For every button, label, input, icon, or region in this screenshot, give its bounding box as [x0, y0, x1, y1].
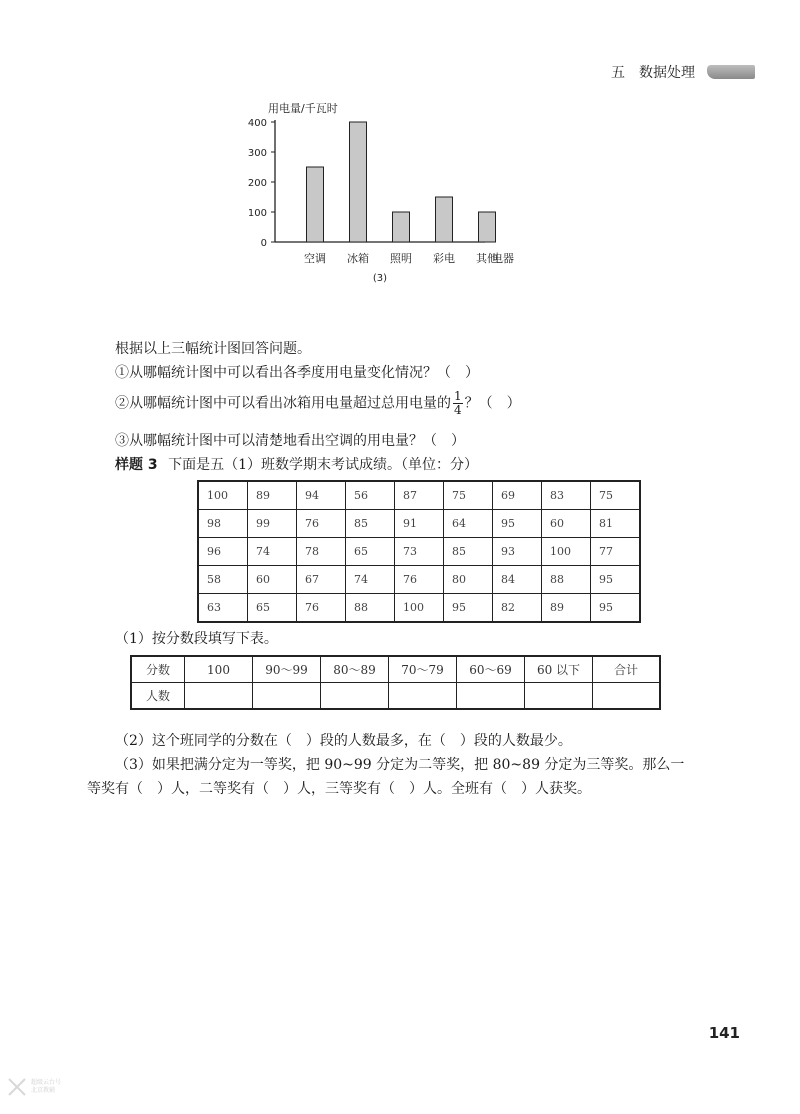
example-heading — [115, 454, 478, 474]
score-cell: 76 — [297, 594, 346, 623]
score-cell: 80 — [444, 566, 493, 594]
score-cell: 89 — [542, 594, 591, 623]
score-cell: 77 — [591, 538, 641, 566]
count-blank-cell[interactable] — [253, 683, 321, 710]
score-cell: 60 — [542, 510, 591, 538]
score-range-table — [130, 655, 661, 710]
score-cell: 64 — [444, 510, 493, 538]
part-2: （2）这个班同学的分数在（ ）段的人数最多，在（ ）段的人数最少。 — [115, 733, 572, 749]
table-row — [198, 481, 640, 510]
score-cell: 78 — [297, 538, 346, 566]
part-1: （1）按分数段填写下表。 — [115, 631, 278, 647]
count-blank-cell[interactable] — [185, 683, 253, 710]
range-header-cell: 70～79 — [389, 656, 457, 683]
score-cell: 83 — [542, 481, 591, 510]
score-cell: 100 — [198, 481, 248, 510]
score-cell: 76 — [395, 566, 444, 594]
question-2-end: ？（ ） — [464, 395, 521, 412]
score-cell: 96 — [198, 538, 248, 566]
fraction — [453, 390, 463, 417]
score-cell: 65 — [248, 594, 297, 623]
watermark-line-2: 北京教辅 — [31, 1087, 56, 1094]
score-cell: 100 — [395, 594, 444, 623]
range-header-label: 分数 — [131, 656, 185, 683]
score-cell: 73 — [395, 538, 444, 566]
table-row — [198, 594, 640, 623]
score-cell: 74 — [248, 538, 297, 566]
count-blank-cell[interactable] — [457, 683, 525, 710]
score-cell: 88 — [346, 594, 395, 623]
score-cell: 58 — [198, 566, 248, 594]
count-blank-cell[interactable] — [525, 683, 593, 710]
bar-1 — [307, 167, 324, 242]
question-2-text: ②从哪幅统计图中可以看出冰箱用电量超过总用电量的 — [115, 395, 451, 412]
question-2 — [115, 390, 521, 417]
example-text: 下面是五（1）班数学期末考试成绩。（单位：分） — [168, 457, 478, 473]
table-row — [198, 538, 640, 566]
y-tick-label: 300 — [247, 148, 267, 159]
score-cell: 89 — [248, 481, 297, 510]
score-cell: 88 — [542, 566, 591, 594]
score-cell: 76 — [297, 510, 346, 538]
score-cell: 100 — [542, 538, 591, 566]
category-label: 空调 — [304, 252, 326, 265]
range-header-cell: 100 — [185, 656, 253, 683]
scores-table — [197, 480, 641, 623]
chart-caption: (3) — [372, 273, 388, 284]
score-cell: 95 — [493, 510, 542, 538]
score-cell: 74 — [346, 566, 395, 594]
score-cell: 87 — [395, 481, 444, 510]
y-tick-label: 0 — [260, 238, 267, 249]
range-header-cell: 80～89 — [321, 656, 389, 683]
part-3-line-2: 等奖有（ ）人，二等奖有（ ）人，三等奖有（ ）人。全班有（ ）人获奖。 — [87, 781, 591, 797]
watermark-line-1: 超级云台号 — [31, 1079, 62, 1086]
category-label: 冰箱 — [347, 252, 369, 265]
category-label: 照明 — [390, 252, 412, 265]
y-tick-label: 400 — [247, 118, 267, 129]
table-row — [198, 566, 640, 594]
intro-text: 根据以上三幅统计图回答问题。 — [115, 341, 311, 357]
score-cell: 98 — [198, 510, 248, 538]
score-cell: 75 — [444, 481, 493, 510]
range-header-cell: 合计 — [593, 656, 661, 683]
score-cell: 75 — [591, 481, 641, 510]
score-cell: 84 — [493, 566, 542, 594]
y-axis-label: 用电量/千瓦时 — [268, 102, 338, 115]
bar-chart — [240, 100, 550, 290]
score-cell: 99 — [248, 510, 297, 538]
chapter-number: 五 — [611, 65, 625, 81]
y-tick-label: 100 — [247, 208, 267, 219]
score-cell: 65 — [346, 538, 395, 566]
count-blank-cell[interactable] — [593, 683, 661, 710]
fraction-denominator: 4 — [454, 403, 462, 417]
category-label: 其他 — [476, 252, 498, 265]
page-number: 141 — [708, 1024, 740, 1042]
count-blank-cell[interactable] — [389, 683, 457, 710]
score-cell: 91 — [395, 510, 444, 538]
bar-2 — [350, 122, 367, 242]
bar-4 — [436, 197, 453, 242]
score-cell: 85 — [346, 510, 395, 538]
chapter-title: 数据处理 — [639, 65, 695, 81]
score-cell: 93 — [493, 538, 542, 566]
bar-3 — [393, 212, 410, 242]
range-header-row — [131, 656, 660, 683]
range-count-row — [131, 683, 660, 710]
bar-5 — [479, 212, 496, 242]
score-cell: 60 — [248, 566, 297, 594]
fraction-numerator: 1 — [454, 389, 462, 403]
score-cell: 56 — [346, 481, 395, 510]
score-cell: 95 — [591, 594, 641, 623]
score-cell: 95 — [444, 594, 493, 623]
y-tick-label: 200 — [247, 178, 267, 189]
score-cell: 67 — [297, 566, 346, 594]
score-cell: 82 — [493, 594, 542, 623]
example-label: 样题 3 — [115, 457, 158, 473]
page-header — [611, 60, 755, 84]
score-cell: 69 — [493, 481, 542, 510]
x-axis-label: 电器 — [492, 252, 514, 265]
score-cell: 94 — [297, 481, 346, 510]
score-cell: 95 — [591, 566, 641, 594]
count-blank-cell[interactable] — [321, 683, 389, 710]
category-label: 彩电 — [433, 252, 455, 265]
table-row — [198, 510, 640, 538]
question-1: ①从哪幅统计图中可以看出各季度用电量变化情况？（ ） — [115, 365, 479, 381]
watermark — [6, 1076, 61, 1098]
watermark-icon — [6, 1076, 28, 1098]
score-cell: 81 — [591, 510, 641, 538]
score-cell: 63 — [198, 594, 248, 623]
score-cell: 85 — [444, 538, 493, 566]
range-row-label: 人数 — [131, 683, 185, 710]
header-decoration — [707, 65, 755, 79]
range-header-cell: 60～69 — [457, 656, 525, 683]
part-3-line-1: （3）如果把满分定为一等奖，把 90~99 分定为二等奖，把 80~89 分定为三等奖。那么一 — [115, 757, 685, 773]
question-3: ③从哪幅统计图中可以清楚地看出空调的用电量？（ ） — [115, 433, 465, 449]
range-header-cell: 60 以下 — [525, 656, 593, 683]
range-header-cell: 90～99 — [253, 656, 321, 683]
